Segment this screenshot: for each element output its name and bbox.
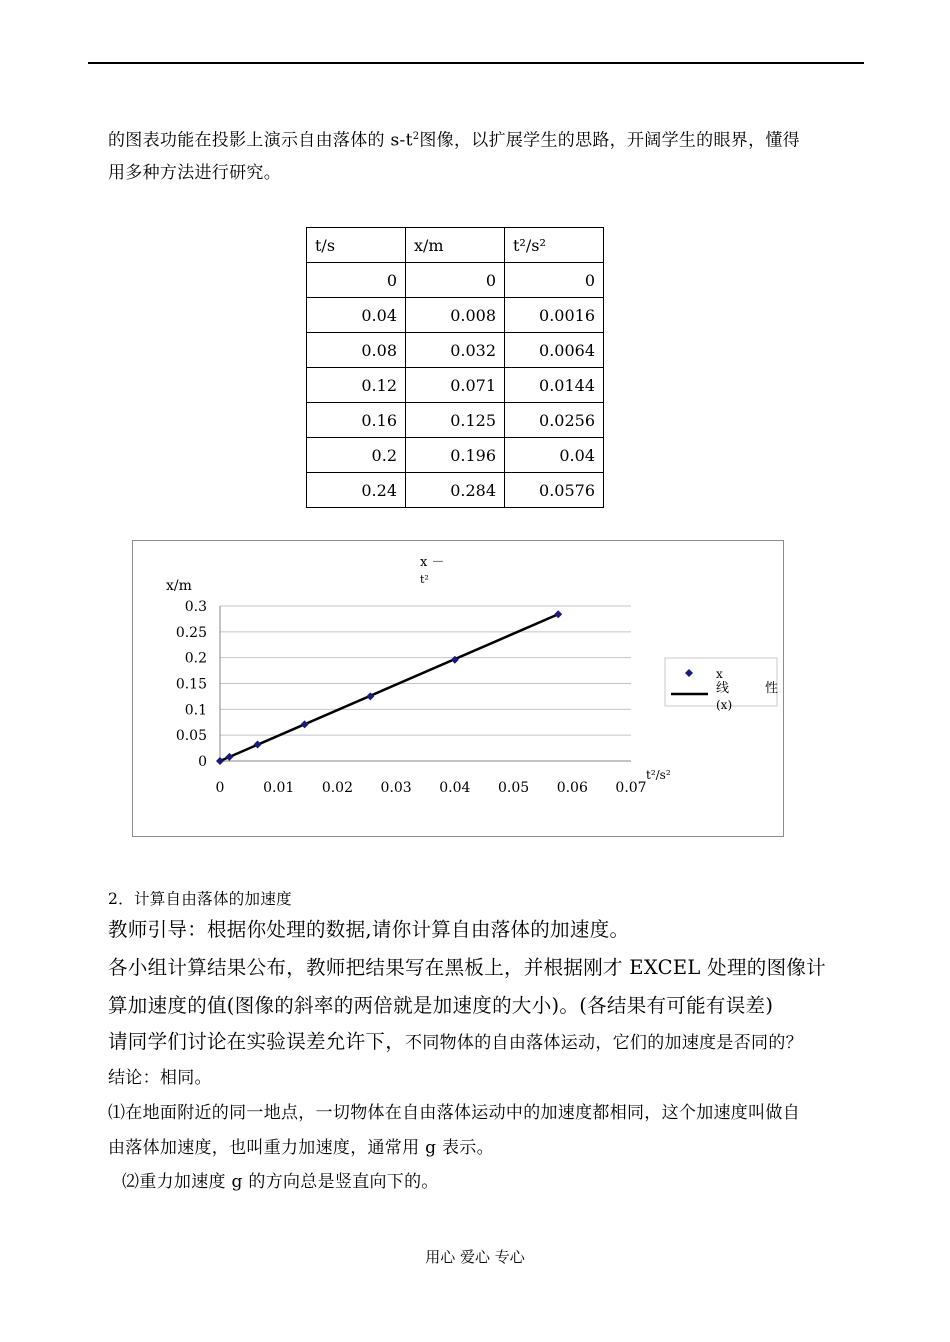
y-tick-label: 0.2 <box>184 650 207 667</box>
x-tick-label: 0.06 <box>556 780 588 796</box>
item-1-line-2: 由落体加速度，也叫重力加速度，通常用 g 表示。 <box>108 1138 494 1158</box>
table-cell: 0.12 <box>307 368 406 403</box>
x-tick-label: 0.02 <box>321 780 354 796</box>
item-2: ⑵重力加速度 g 的方向总是竖直向下的。 <box>122 1172 439 1192</box>
table-row <box>307 333 604 368</box>
table-row <box>307 368 604 403</box>
x-tick-label: 0.05 <box>497 780 530 796</box>
table-cell: 0.284 <box>406 473 505 508</box>
table-cell: 0 <box>505 263 604 298</box>
x-tick-label: 0.04 <box>439 780 471 796</box>
legend-label-linear-a: 线 <box>716 681 730 696</box>
table-cell: 0.0064 <box>505 333 604 368</box>
legend-label-linear-c: (x) <box>716 698 733 712</box>
data-point <box>225 753 233 761</box>
trendline <box>220 614 558 761</box>
table-cell: 0.0576 <box>505 473 604 508</box>
paragraph-results-line-1: 各小组计算结果公布，教师把结果写在黑板上，并根据刚才 EXCEL 处理的图像计 <box>108 956 826 979</box>
table-cell: 0.008 <box>406 298 505 333</box>
discussion-big: 请同学们讨论在实验误差允许下， <box>108 1030 406 1053</box>
header-rule <box>88 62 864 64</box>
table-cell: 0.2 <box>307 438 406 473</box>
section-heading: 2．计算自由落体的加速度 <box>108 890 292 908</box>
table-cell: 0.0144 <box>505 368 604 403</box>
table-cell: 0.0256 <box>505 403 604 438</box>
y-tick-label: 0.3 <box>184 599 207 615</box>
discussion-small: 不同物体的自由落体运动，它们的加速度是否同的？ <box>405 1033 803 1053</box>
legend <box>665 658 778 712</box>
table-row <box>307 403 604 438</box>
y-tick-label: 0.1 <box>184 702 207 719</box>
legend-label-linear-b: 性 <box>765 681 779 696</box>
table-header-cell: t/s <box>307 228 406 263</box>
y-tick-label: 0 <box>198 754 207 770</box>
legend-label-x: x <box>716 667 723 681</box>
paragraph-discussion <box>108 1027 868 1058</box>
table-cell: 0.071 <box>406 368 505 403</box>
table-row <box>307 263 604 298</box>
table-cell: 0.24 <box>307 473 406 508</box>
paragraph-results-line-2: 算加速度的值(图像的斜率的两倍就是加速度的大小)。(各结果有可能有误差) <box>108 994 774 1017</box>
table-cell: 0 <box>307 263 406 298</box>
chart-title-line-1: x － <box>420 555 445 570</box>
y-axis-label: x/m <box>166 578 192 594</box>
table-cell: 0.16 <box>307 403 406 438</box>
x-tick-label: 0 <box>215 780 225 796</box>
chart-title-line-2: t² <box>420 573 429 586</box>
table-cell: 0.08 <box>307 333 406 368</box>
data-point <box>554 610 562 618</box>
chart-svg <box>133 541 785 838</box>
data-table <box>306 227 604 508</box>
table-header-cell: x/m <box>406 228 505 263</box>
table-header-row <box>307 228 604 263</box>
y-tick-label: 0.05 <box>175 728 207 745</box>
intro-line-1: 的图表功能在投影上演示自由落体的 $s-t^2$图像，以扩展学生的思路，开阔学生的眼界，懂得 <box>108 130 800 151</box>
table-cell: 0.032 <box>406 333 505 368</box>
conclusion: 结论：相同。 <box>108 1068 212 1088</box>
item-1-line-1: ⑴在地面附近的同一地点，一切物体在自由落体运动中的加速度都相同，这个加速度叫做自 <box>108 1103 800 1123</box>
chart-frame <box>132 540 784 837</box>
table-cell: 0.0016 <box>505 298 604 333</box>
x-tick-label: 0.03 <box>380 780 412 796</box>
x-tick-label: 0.01 <box>263 780 295 796</box>
paragraph-guidance: 教师引导：根据你处理的数据,请你计算自由落体的加速度。 <box>108 918 630 941</box>
table-row <box>307 438 604 473</box>
table-row <box>307 298 604 333</box>
x-tick-label: 0.07 <box>615 780 647 796</box>
y-tick-label: 0.15 <box>175 676 207 693</box>
table-cell: 0.196 <box>406 438 505 473</box>
table-row <box>307 473 604 508</box>
table-cell: 0.125 <box>406 403 505 438</box>
x-axis-label: t²/s² <box>646 768 671 782</box>
table-cell: 0.04 <box>505 438 604 473</box>
intro-line-2: 用多种方法进行研究。 <box>108 163 281 183</box>
y-tick-label: 0.25 <box>175 624 207 641</box>
footer: 用心 爱心 专心 <box>425 1248 525 1266</box>
data-point <box>301 720 309 728</box>
table-cell: 0.04 <box>307 298 406 333</box>
table-cell: 0 <box>406 263 505 298</box>
table-header-cell: t²/s² <box>505 228 604 263</box>
data-point <box>216 757 224 765</box>
